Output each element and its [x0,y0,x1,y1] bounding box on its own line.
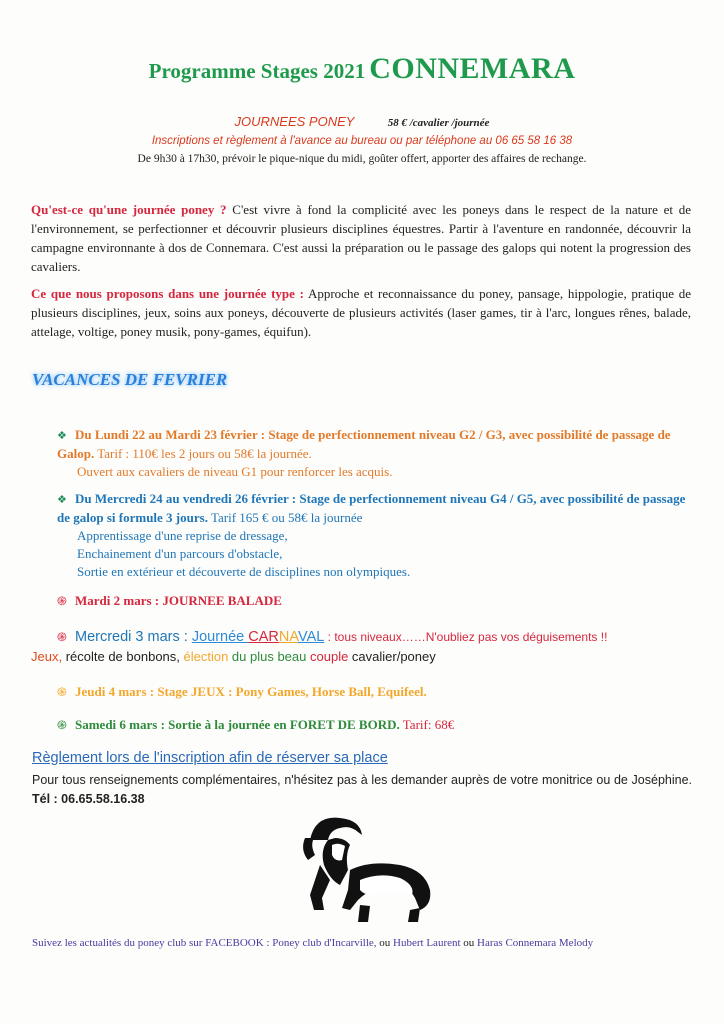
pony-illustration [290,810,440,925]
page-title: Programme Stages 2021 CONNEMARA [148,52,576,85]
stage-3: ֍ Mardi 2 mars : JOURNEE BALADE [57,593,282,608]
stage-1: ❖ Du Lundi 22 au Mardi 23 février : Stage de perfectionnement niveau G2 / G3, avec possibilité de passage de Galop. Tarif : 110€ les 2 jours ou 58€ la journée. Ouvert aux cavaliers de niveau G1 pour renforcer les acquis. [57,427,671,479]
hours-line: De 9h30 à 17h30, prévoir le pique-nique du midi, goûter offert, apporter des affaires de rechange. [137,153,587,165]
stage-6: ֍ Samedi 6 mars : Sortie à la journée en FORET DE BORD. Tarif: 68€ [57,717,455,732]
diamond-bullet-icon: ❖ [57,430,67,442]
section-title: VACANCES DE FEVRIER [32,370,228,389]
footer-line: Suivez les actualités du poney club sur FACEBOOK : Poney club d'Incarville, ou Hubert Laurent ou Haras Connemara Melody [32,937,594,949]
spiral-bullet-icon: ֍ [57,718,67,732]
price-label: 58 € /cavalier /journée [387,117,490,129]
stage-4: ֍ Mercredi 3 mars : Journée CARNAVAL : tous niveaux……N'oubliez pas vos déguisements !! Jeux, récolte de bonbons, élection du plus beau couple cavalier/poney [31,629,608,664]
journees-poney-label: JOURNEES PONEY [234,114,355,129]
info-paragraph: Pour tous renseignements complémentaires, n'hésitez pas à les demander auprès de votre monitrice ou de Joséphine. Tél : 06.65.58.16.38 [32,773,692,806]
stage-5: ֍ Jeudi 4 mars : Stage JEUX : Pony Games, Horse Ball, Equifeel. [57,684,427,699]
proposal-paragraph: Ce que nous proposons dans une journée type : Approche et reconnaissance du poney, pansage, hippologie, pratique de plusieurs disciplines, jeux, soins aux poneys, découverte de plusieurs activités (laser games, tir à l'arc, longues rênes, balade, attelage, voltige, poney musik, pony-games, équifun). [31,286,691,339]
subtitle-line [0,114,724,130]
spiral-bullet-icon: ֍ [57,685,67,699]
inscriptions-line: Inscriptions et règlement à l'avance au bureau ou par téléphone au 06 65 58 16 38 [151,135,573,147]
diamond-bullet-icon: ❖ [57,494,67,506]
reglement-heading: Règlement lors de l'inscription afin de réserver sa place [32,750,388,766]
spiral-bullet-icon: ֍ [57,594,67,608]
intro-paragraph: Qu'est-ce qu'une journée poney ? C'est vivre à fond la complicité avec les poneys dans le respect de la nature et de l'environnement, se perfectionner et découvrir plusieurs disciplines équestres. Partir à l'aventure en randonnée, découvrir la campagne environnante à dos de Connemara. C'est aussi la préparation ou le passage des galops qui notent la progression des cavaliers. [31,202,691,274]
spiral-bullet-icon: ֍ [57,630,67,644]
stage-2: ❖ Du Mercredi 24 au vendredi 26 février : Stage de perfectionnement niveau G4 / G5, avec possibilité de passage de galop si formule 3 jours. Tarif 165 € ou 58€ la journée Apprentissage d'une reprise de dressage, Enchainement d'un parcours d'obstacle, Sortie en extérieur et découverte de disciplines non olympiques. [57,491,686,579]
